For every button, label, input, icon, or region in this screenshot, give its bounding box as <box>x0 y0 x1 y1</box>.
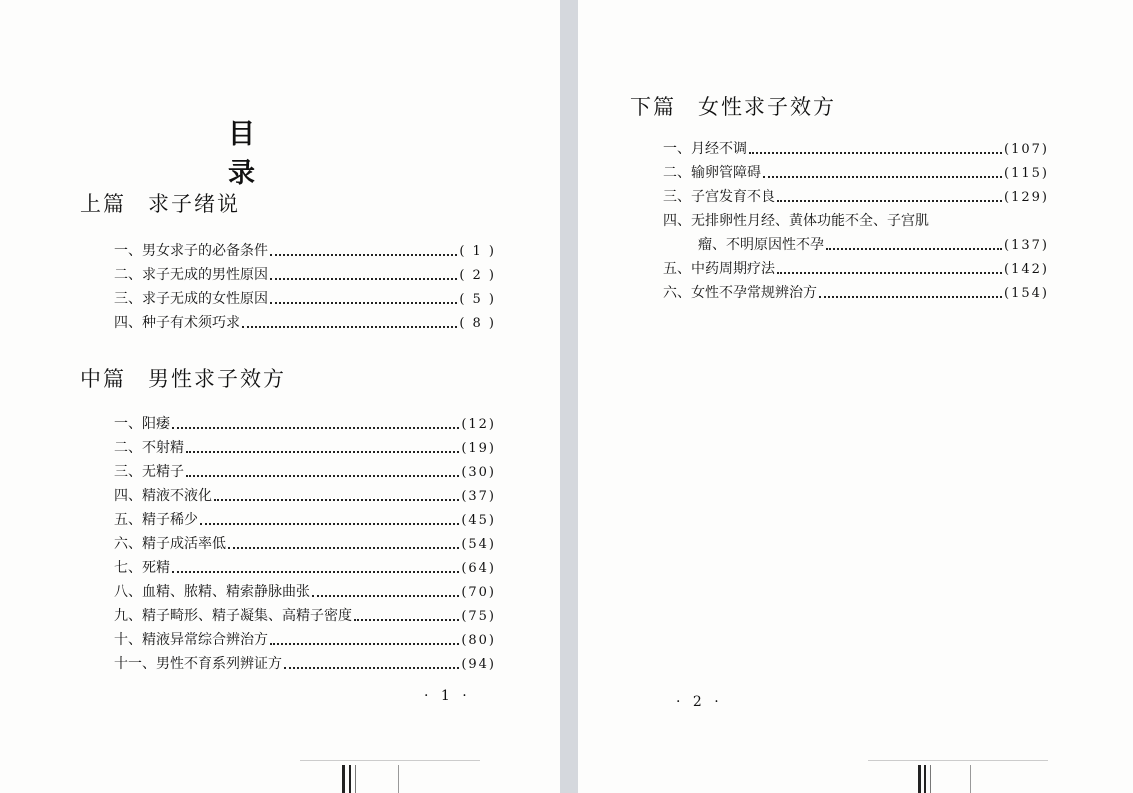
scan-artifact <box>355 765 356 793</box>
section-heading-lower <box>630 91 836 121</box>
leader-dots <box>242 326 457 328</box>
entry-number: 四、 <box>114 488 142 504</box>
entry-number: 一、 <box>663 141 691 157</box>
leader-dots <box>214 499 459 501</box>
leader-dots <box>200 523 459 525</box>
entry-label: 男女求子的必备条件 <box>142 243 268 259</box>
entry-number: 九、 <box>114 608 142 624</box>
entry-page: ( 5 ) <box>459 292 496 307</box>
toc-entry[interactable] <box>114 437 496 459</box>
entry-number: 七、 <box>114 560 142 576</box>
scan-artifact <box>342 765 345 793</box>
entry-page: (70) <box>461 585 496 600</box>
entry-page: (45) <box>461 513 496 528</box>
toc-entry[interactable] <box>114 605 496 627</box>
entry-label: 精子稀少 <box>142 512 198 528</box>
entry-number: 一、 <box>114 243 142 259</box>
entry-number: 二、 <box>114 440 142 456</box>
leader-dots <box>777 272 1002 274</box>
entry-number: 二、 <box>114 267 142 283</box>
entry-page: (107) <box>1004 142 1049 157</box>
scan-artifact <box>349 765 351 793</box>
toc-entry[interactable] <box>114 240 496 262</box>
toc-entry[interactable] <box>663 138 1049 160</box>
entry-label: 精液异常综合辨治方 <box>142 632 268 648</box>
leader-dots <box>749 152 1002 154</box>
section-name: 女性求子效方 <box>698 95 836 119</box>
leader-dots <box>819 296 1002 298</box>
entry-page: (64) <box>461 561 496 576</box>
scan-artifact <box>398 765 399 793</box>
entry-number: 一、 <box>114 416 142 432</box>
scan-artifact <box>300 760 480 761</box>
entry-number: 六、 <box>114 536 142 552</box>
section-heading-upper <box>80 188 240 218</box>
leader-dots <box>777 200 1002 202</box>
scan-artifact <box>918 765 921 793</box>
toc-entry[interactable] <box>114 653 496 675</box>
leader-dots <box>284 667 459 669</box>
toc-entry[interactable] <box>114 288 496 310</box>
leader-dots <box>186 451 459 453</box>
entry-label: 死精 <box>142 560 170 576</box>
page-number: · 1 · <box>424 688 471 704</box>
entry-page: (80) <box>461 633 496 648</box>
page-number: · 2 · <box>676 694 723 710</box>
scan-artifact <box>868 760 1048 761</box>
entry-number: 五、 <box>663 261 691 277</box>
page-1 <box>0 0 560 793</box>
scan-artifact <box>924 765 926 793</box>
toc-entry[interactable] <box>663 258 1049 280</box>
entry-page: (37) <box>461 489 496 504</box>
leader-dots <box>172 571 459 573</box>
section-name: 求子绪说 <box>148 192 240 216</box>
entry-number: 四、 <box>114 315 142 331</box>
leader-dots <box>354 619 459 621</box>
entry-number: 五、 <box>114 512 142 528</box>
entry-number: 三、 <box>663 189 691 205</box>
entry-label: 月经不调 <box>691 141 747 157</box>
toc-entry[interactable] <box>114 413 496 435</box>
entry-label: 不射精 <box>142 440 184 456</box>
entry-label: 求子无成的女性原因 <box>142 291 268 307</box>
entry-page: ( 8 ) <box>459 316 496 331</box>
leader-dots <box>172 427 459 429</box>
leader-dots <box>186 475 459 477</box>
entry-page: ( 1 ) <box>459 244 496 259</box>
leader-dots <box>312 595 459 597</box>
section-part: 中篇 <box>80 367 126 391</box>
leader-dots <box>270 302 457 304</box>
toc-entry[interactable] <box>114 264 496 286</box>
entry-label: 子宫发育不良 <box>691 189 775 205</box>
entry-page: (154) <box>1004 286 1049 301</box>
entry-label: 精液不液化 <box>142 488 212 504</box>
section-name: 男性求子效方 <box>148 367 286 391</box>
entry-page: (115) <box>1004 166 1049 181</box>
toc-title: 目 录 <box>228 119 313 189</box>
entry-page: (75) <box>461 609 496 624</box>
entry-number: 三、 <box>114 291 142 307</box>
entry-page: (94) <box>461 657 496 672</box>
entry-label: 无精子 <box>142 464 184 480</box>
entry-label: 女性不孕常规辨治方 <box>691 285 817 301</box>
leader-dots <box>270 254 457 256</box>
entry-number: 十、 <box>114 632 142 648</box>
section-part: 上篇 <box>80 192 126 216</box>
entry-label: 求子无成的男性原因 <box>142 267 268 283</box>
entry-label-continued: 瘤、不明原因性不孕 <box>698 237 824 253</box>
leader-dots <box>763 176 1002 178</box>
scan-artifact <box>970 765 971 793</box>
entry-number: 十一、 <box>114 656 156 672</box>
toc-entry[interactable] <box>114 557 496 579</box>
entry-page: ( 2 ) <box>459 268 496 283</box>
toc-entry[interactable] <box>114 312 496 334</box>
entry-label: 精子成活率低 <box>142 536 226 552</box>
entry-number: 六、 <box>663 285 691 301</box>
entry-label: 中药周期疗法 <box>691 261 775 277</box>
entry-label: 输卵管障碍 <box>691 165 761 181</box>
toc-entry[interactable] <box>114 509 496 531</box>
entry-page: (129) <box>1004 190 1049 205</box>
toc-entry[interactable] <box>663 186 1049 208</box>
toc-entry[interactable] <box>663 162 1049 184</box>
toc-entry[interactable] <box>114 485 496 507</box>
entry-page: (19) <box>461 441 496 456</box>
entry-number: 二、 <box>663 165 691 181</box>
entry-number: 四、 <box>663 213 691 229</box>
leader-dots <box>270 278 457 280</box>
section-part: 下篇 <box>630 95 676 119</box>
entry-page: (137) <box>1004 238 1049 253</box>
entry-label: 阳痿 <box>142 416 170 432</box>
entry-number: 三、 <box>114 464 142 480</box>
entry-page: (30) <box>461 465 496 480</box>
page-2 <box>578 0 1133 793</box>
entry-label: 种子有术须巧求 <box>142 315 240 331</box>
entry-label: 男性不育系列辨证方 <box>156 656 282 672</box>
entry-page: (12) <box>461 417 496 432</box>
entry-label: 血精、脓精、精索静脉曲张 <box>142 584 310 600</box>
toc-entry[interactable] <box>114 581 496 603</box>
entry-page: (142) <box>1004 262 1049 277</box>
entry-page: (54) <box>461 537 496 552</box>
entry-number: 八、 <box>114 584 142 600</box>
entry-label: 无排卵性月经、黄体功能不全、子宫肌 <box>691 213 929 229</box>
leader-dots <box>270 643 459 645</box>
toc-entry[interactable] <box>663 282 1049 304</box>
leader-dots <box>826 248 1002 250</box>
toc-entry-continuation[interactable] <box>698 234 1049 256</box>
leader-dots <box>228 547 459 549</box>
scan-artifact <box>930 765 931 793</box>
page-gutter <box>560 0 578 793</box>
toc-entry-first-line[interactable] <box>663 210 1049 232</box>
toc-entry[interactable] <box>114 533 496 555</box>
toc-entry[interactable] <box>114 461 496 483</box>
section-heading-middle <box>80 363 286 393</box>
toc-entry[interactable] <box>114 629 496 651</box>
entry-label: 精子畸形、精子凝集、高精子密度 <box>142 608 352 624</box>
